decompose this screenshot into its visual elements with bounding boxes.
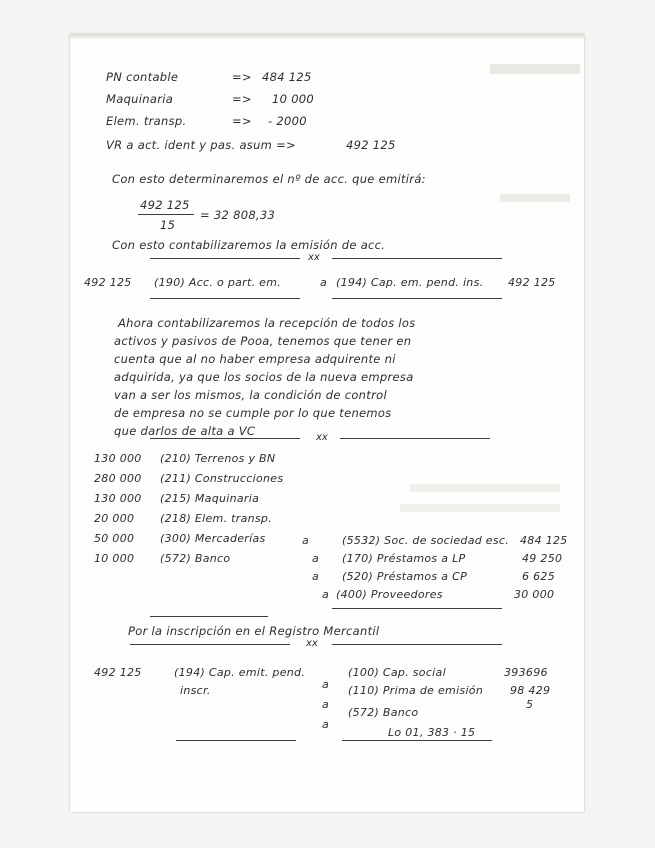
debit-account: (211) Construcciones xyxy=(160,472,284,485)
debit-account: (215) Maquinaria xyxy=(160,492,260,505)
maquinaria-arrow: => xyxy=(232,92,252,106)
credit-account: (170) Préstamos a LP xyxy=(342,552,466,565)
entry-3-credit-amount: 98 429 xyxy=(510,684,551,697)
determine-text: Con esto determinaremos el nº de acc. que emitirá: xyxy=(112,172,426,186)
credit-account: (520) Préstamos a CP xyxy=(342,570,468,583)
entry-underline xyxy=(70,292,584,304)
entry-3-credit-amount: 393696 xyxy=(504,666,548,679)
entry-3-debit-continued: inscr. xyxy=(180,684,211,697)
paragraph-text-7: que darlos de alta a VC xyxy=(114,424,256,438)
fraction-bar xyxy=(138,214,194,215)
credit-amount: 30 000 xyxy=(514,588,555,601)
vr-label: VR a act. ident y pas. asum => xyxy=(106,138,296,152)
separator-xx: xx xyxy=(306,638,318,649)
elem-transp-value: - 2000 xyxy=(268,114,307,128)
fraction-result: = 32 808,33 xyxy=(200,208,276,222)
entry-1-amount: 492 125 xyxy=(84,276,132,289)
contabilize-text: Con esto contabilizaremos la emisión de acc. xyxy=(112,238,386,252)
credit-amount: 6 625 xyxy=(522,570,555,583)
bleed-through-mark xyxy=(490,64,580,74)
bleed-through-mark xyxy=(410,484,560,492)
maquinaria-label: Maquinaria xyxy=(106,92,174,106)
credit-a: a xyxy=(322,588,330,601)
paragraph-text-6: de empresa no se cumple por lo que tenemos xyxy=(114,406,392,420)
entry-3-a: a xyxy=(322,678,330,691)
elem-transp-label: Elem. transp. xyxy=(106,114,187,128)
entry-3-credit-account: (100) Cap. social xyxy=(348,666,446,679)
entry-1-credit: (194) Cap. em. pend. ins. xyxy=(336,276,484,289)
debit-account: (572) Banco xyxy=(160,552,231,565)
credit-a: a xyxy=(302,534,310,547)
debit-amount: 50 000 xyxy=(94,532,135,545)
entry-3-note: Lo 01, 383 · 15 xyxy=(388,726,476,739)
debit-amount: 280 000 xyxy=(94,472,142,485)
credit-amount: 484 125 xyxy=(520,534,568,547)
bleed-through-mark xyxy=(500,194,570,202)
paragraph-text-3: cuenta que al no haber empresa adquirente ni xyxy=(114,352,396,366)
page-top-edge xyxy=(70,34,584,40)
entry-separator xyxy=(70,638,584,650)
notebook-page xyxy=(70,34,584,812)
entry-separator xyxy=(70,252,584,264)
entry-3-a: a xyxy=(322,698,330,711)
entry-separator xyxy=(70,610,584,622)
debit-amount: 20 000 xyxy=(94,512,135,525)
debit-amount: 10 000 xyxy=(94,552,135,565)
entry-3-credit-account: (110) Prima de emisión xyxy=(348,684,484,697)
entry-1-credit-amount: 492 125 xyxy=(508,276,556,289)
elem-transp-arrow: => xyxy=(232,114,252,128)
maquinaria-value: 10 000 xyxy=(272,92,315,106)
credit-a: a xyxy=(312,552,320,565)
debit-amount: 130 000 xyxy=(94,452,142,465)
separator-xx: xx xyxy=(316,432,328,443)
separator-xx: xx xyxy=(308,252,320,263)
entry-1-a: a xyxy=(320,276,328,289)
entry-3-debit: (194) Cap. emit. pend. xyxy=(174,666,306,679)
paragraph-text-2: activos y pasivos de Pooa, tenemos que tener en xyxy=(114,334,412,348)
entry-3-credit-extra: 5 xyxy=(526,698,534,711)
pn-label: PN contable xyxy=(106,70,179,84)
credit-account: (5532) Soc. de sociedad esc. xyxy=(342,534,510,547)
entry-1-debit: (190) Acc. o part. em. xyxy=(154,276,282,289)
credit-a: a xyxy=(312,570,320,583)
fraction-numerator: 492 125 xyxy=(140,198,190,212)
debit-account: (300) Mercaderías xyxy=(160,532,266,545)
credit-account: (400) Proveedores xyxy=(336,588,443,601)
paragraph-text-1: Ahora contabilizaremos la recepción de todos los xyxy=(118,316,416,330)
entry-separator xyxy=(70,432,584,444)
pn-value: 484 125 xyxy=(262,70,312,84)
paragraph-text-5: van a ser los mismos, la condición de control xyxy=(114,388,387,402)
registry-text: Por la inscripción en el Registro Mercantil xyxy=(128,624,380,638)
vr-value: 492 125 xyxy=(346,138,396,152)
credit-amount: 49 250 xyxy=(522,552,563,565)
debit-account: (218) Elem. transp. xyxy=(160,512,273,525)
entry-3-credit-account: (572) Banco xyxy=(348,706,419,719)
debit-amount: 130 000 xyxy=(94,492,142,505)
bleed-through-mark xyxy=(400,504,560,512)
entry-underline xyxy=(70,734,584,746)
fraction-denominator: 15 xyxy=(160,218,176,232)
entry-3-amount: 492 125 xyxy=(94,666,142,679)
paragraph-text-4: adquirida, ya que los socios de la nueva empresa xyxy=(114,370,414,384)
debit-account: (210) Terrenos y BN xyxy=(160,452,276,465)
pn-arrow: => xyxy=(232,70,252,84)
entry-3-a: a xyxy=(322,718,330,731)
